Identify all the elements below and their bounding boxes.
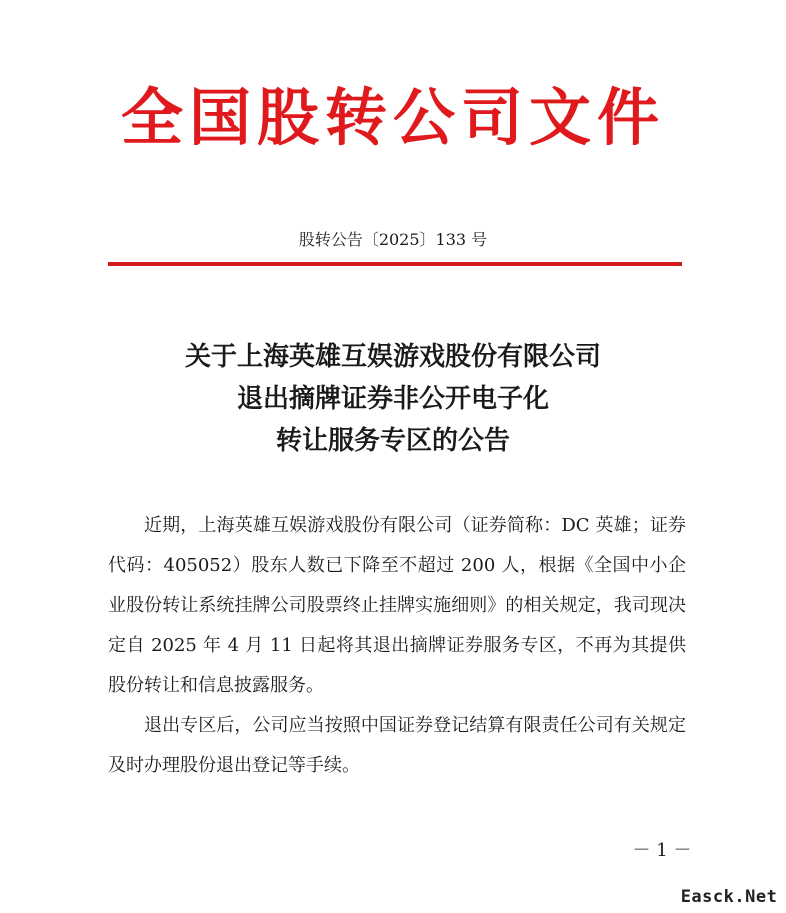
masthead-title: 全国股转公司文件 bbox=[120, 81, 665, 154]
page-number: － 1 － bbox=[632, 840, 692, 861]
body-paragraph-1: 近期，上海英雄互娱游戏股份有限公司（证券简称：DC 英雄；证券代码：405052）股东人数已下降至不超过 200 人，根据《全国中小企业股份转让系统挂牌公司股票终止挂牌实施细则》的相关规定，我司现决定自 2025 年 4 月 11 日起将其退出摘牌证券服务专区，不再为其提供股份转让和信息披露服务。 bbox=[108, 515, 686, 696]
title-line-3: 转让服务专区的公告 bbox=[275, 426, 510, 456]
red-divider bbox=[108, 262, 682, 266]
title-line-1: 关于上海英雄互娱游戏股份有限公司 bbox=[184, 342, 601, 372]
announcement-title bbox=[0, 336, 786, 462]
document-number: 股转公告〔2025〕133 号 bbox=[298, 230, 488, 249]
body-paragraph-2: 退出专区后，公司应当按照中国证券登记结算有限责任公司有关规定及时办理股份退出登记等手续。 bbox=[108, 715, 686, 776]
title-line-2: 退出摘牌证券非公开电子化 bbox=[236, 384, 549, 414]
watermark-logo: Easck.Net bbox=[672, 882, 786, 913]
announcement-body bbox=[108, 506, 686, 786]
